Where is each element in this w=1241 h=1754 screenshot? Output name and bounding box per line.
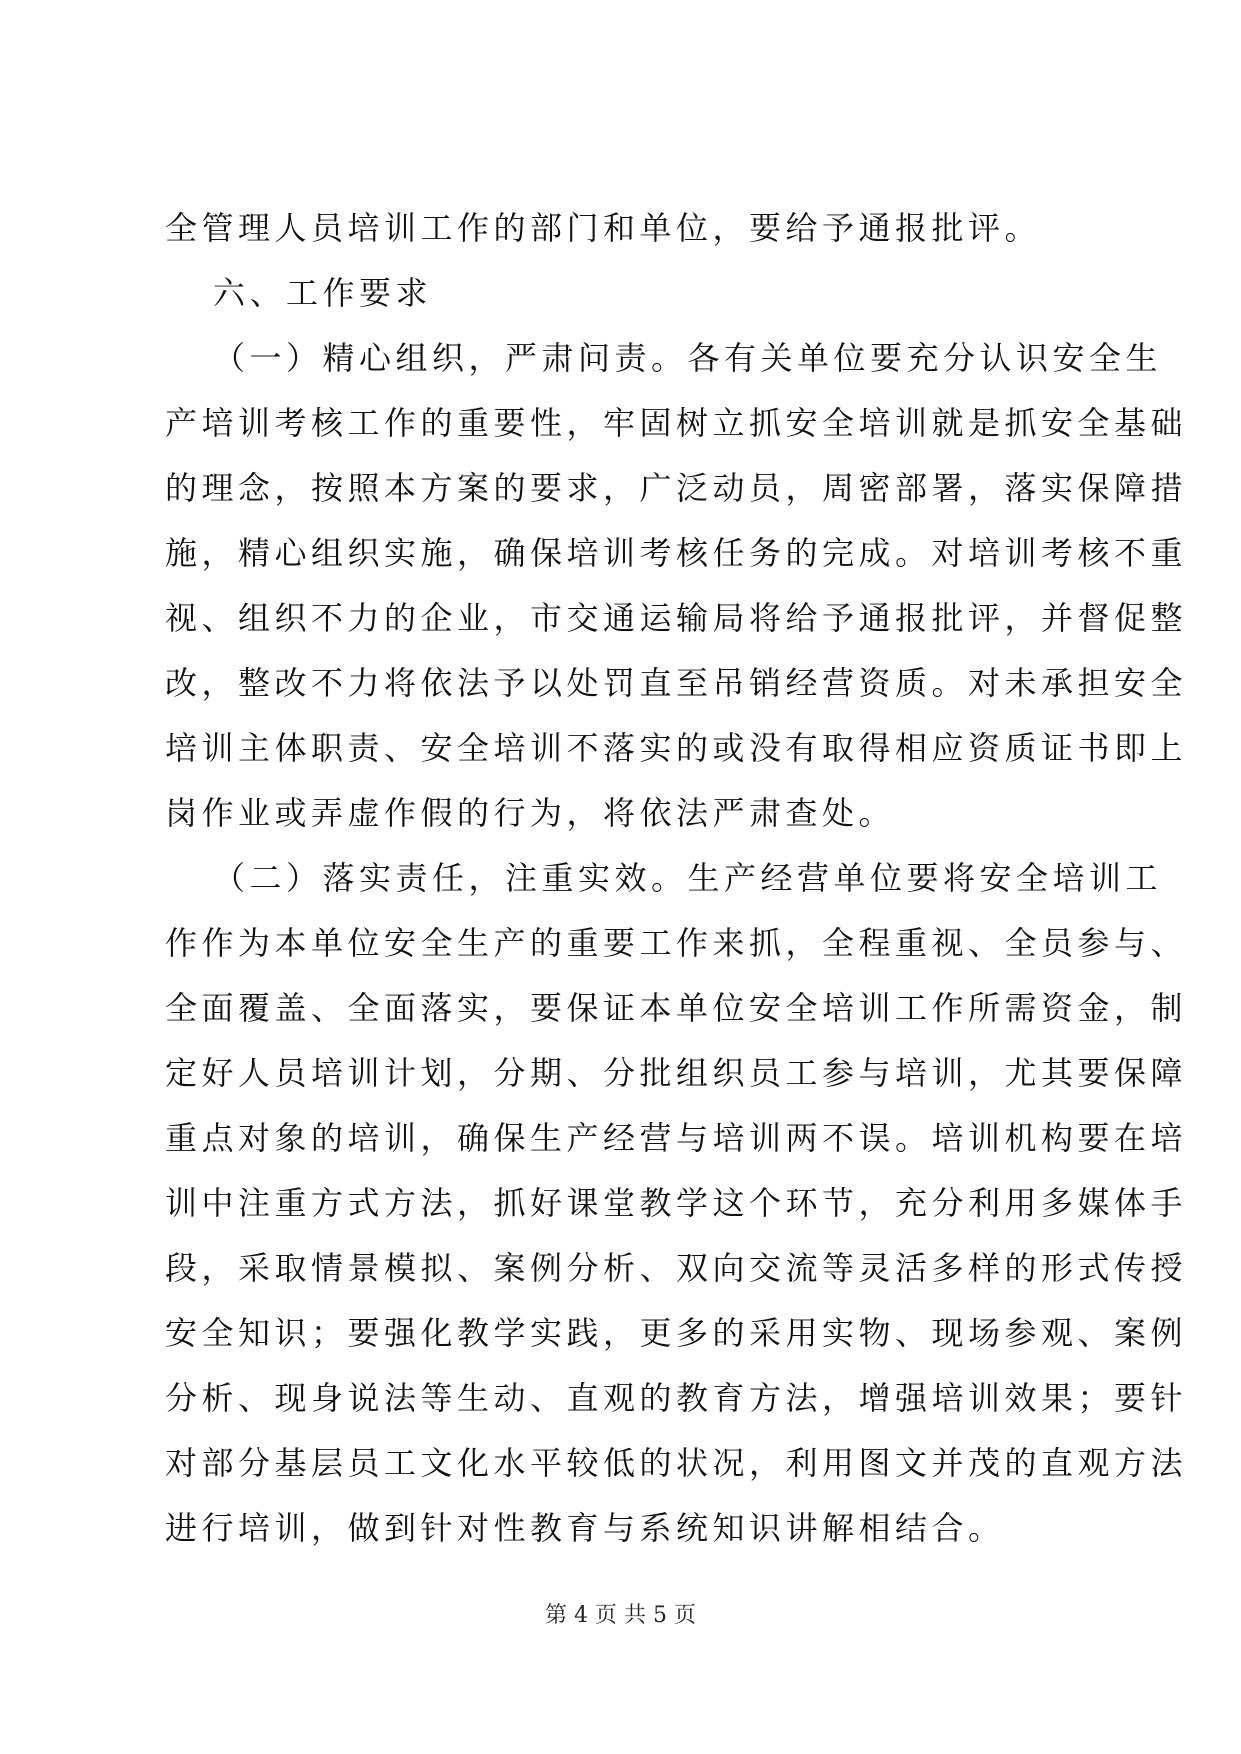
text-line: 视、组织不力的企业，市交通运输局将给予通报批评，并督促整 xyxy=(165,599,1188,637)
text-line: 全面覆盖、全面落实，要保证本单位安全培训工作所需资金，制 xyxy=(165,989,1188,1027)
text-line: 作作为本单位安全生产的重要工作来抓，全程重视、全员参与、 xyxy=(165,924,1188,962)
document-body xyxy=(165,196,1188,1561)
text-line: 岗作业或弄虚作假的行为，将依法严肃查处。 xyxy=(165,794,896,832)
section-heading: 六、工作要求 xyxy=(213,274,433,312)
text-line: 分析、现身说法等生动、直观的教育方法，增强培训效果；要针 xyxy=(165,1379,1188,1417)
text-line: 重点对象的培训，确保生产经营与培训两不误。培训机构要在培 xyxy=(165,1119,1188,1157)
text-line: （一）精心组织，严肃问责。各有关单位要充分认识安全生 xyxy=(213,339,1163,377)
text-line: 进行培训，做到针对性教育与系统知识讲解相结合。 xyxy=(165,1509,1005,1547)
text-line: 产培训考核工作的重要性，牢固树立抓安全培训就是抓安全基础 xyxy=(165,404,1188,442)
text-line: 改，整改不力将依法予以处罚直至吊销经营资质。对未承担安全 xyxy=(165,664,1188,702)
page-number-footer: 第 4 页 共 5 页 xyxy=(545,1603,696,1628)
text-line: 施，精心组织实施，确保培训考核任务的完成。对培训考核不重 xyxy=(165,534,1188,572)
text-line: 全管理人员培训工作的部门和单位，要给予通报批评。 xyxy=(165,209,1042,247)
text-line: 培训主体职责、安全培训不落实的或没有取得相应资质证书即上 xyxy=(165,729,1188,767)
text-line: （二）落实责任，注重实效。生产经营单位要将安全培训工 xyxy=(213,859,1163,897)
text-line: 的理念，按照本方案的要求，广泛动员，周密部署，落实保障措 xyxy=(165,469,1188,507)
text-line: 训中注重方式方法，抓好课堂教学这个环节，充分利用多媒体手 xyxy=(165,1184,1188,1222)
text-line: 安全知识；要强化教学实践，更多的采用实物、现场参观、案例 xyxy=(165,1314,1188,1352)
text-line: 段，采取情景模拟、案例分析、双向交流等灵活多样的形式传授 xyxy=(165,1249,1188,1287)
text-line: 对部分基层员工文化水平较低的状况，利用图文并茂的直观方法 xyxy=(165,1444,1188,1482)
text-line: 定好人员培训计划，分期、分批组织员工参与培训，尤其要保障 xyxy=(165,1054,1188,1092)
